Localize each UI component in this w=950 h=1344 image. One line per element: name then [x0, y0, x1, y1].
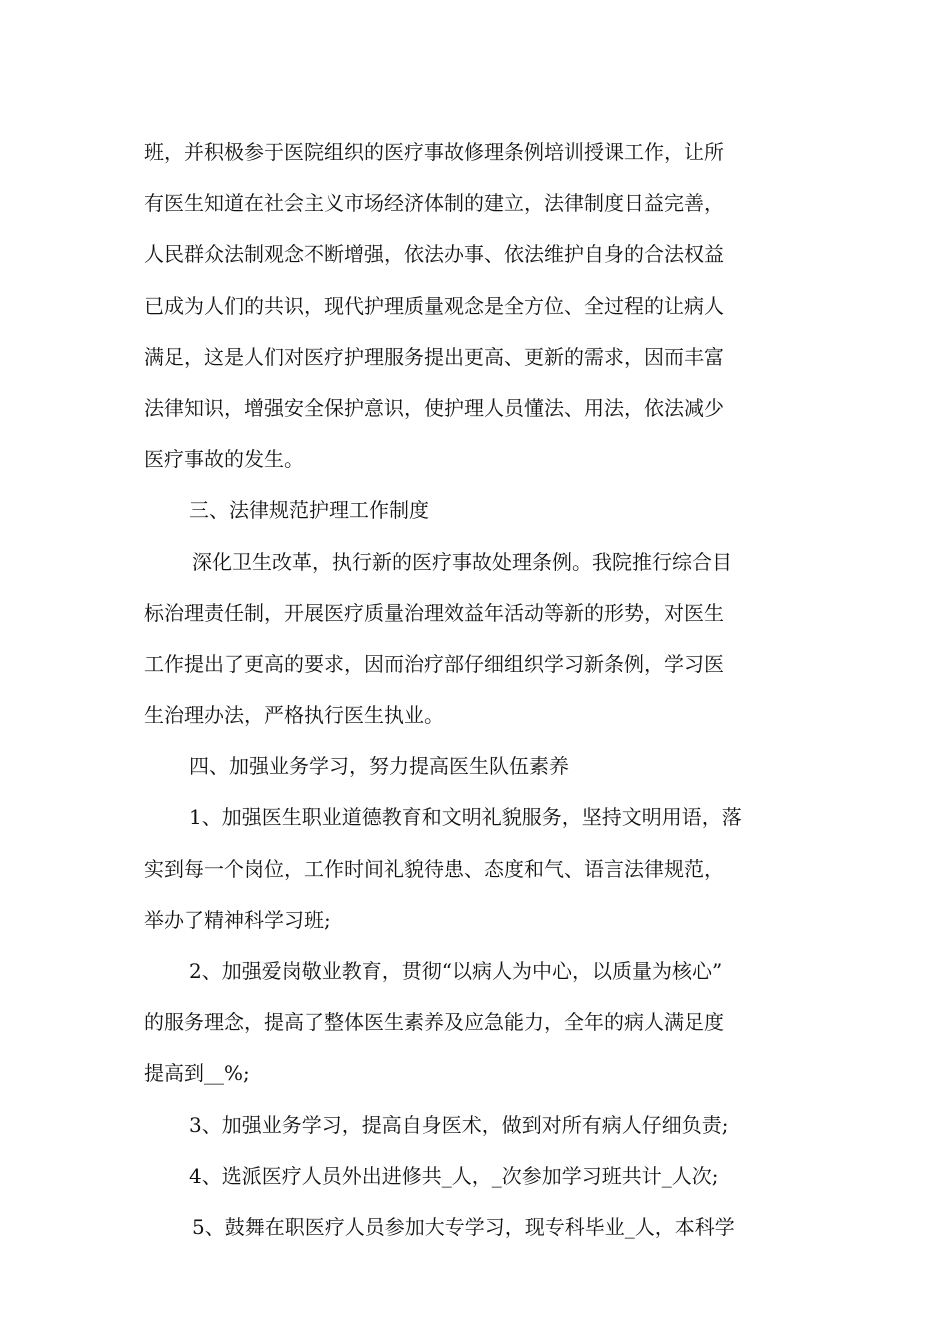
- list-item: 4、选派医疗人员外出进修共_人，_次参加学习班共计_人次;: [189, 1163, 719, 1188]
- paragraph-line: 人民群众法制观念不断增强，依法办事、依法维护自身的合法权益: [144, 242, 724, 267]
- paragraph-line: 已成为人们的共识，现代护理质量观念是全方位、全过程的让病人: [144, 293, 724, 318]
- paragraph-line: 医疗事故的发生。: [144, 447, 304, 472]
- paragraph-line: 班，并积极参于医院组织的医疗事故修理条例培训授课工作，让所: [144, 140, 724, 164]
- document-body: [144, 127, 816, 1253]
- list-item: 1、加强医生职业道德教育和文明礼貌服务，坚持文明用语，落: [189, 805, 742, 830]
- paragraph-line: 满足，这是人们对医疗护理服务提出更高、更新的需求，因而丰富: [144, 344, 724, 369]
- list-item: 5、鼓舞在职医疗人员参加大专学习，现专科毕业_人，本科学: [192, 1214, 735, 1239]
- paragraph-line: 深化卫生改革，执行新的医疗事故处理条例。我院推行综合目: [192, 549, 732, 574]
- list-item: 2、加强爱岗敬业教育，贯彻“以病人为中心，以质量为核心”: [189, 959, 723, 983]
- paragraph-line: 提高到__%;: [144, 1061, 250, 1086]
- section-heading: 四、加强业务学习，努力提高医生队伍素养: [189, 754, 569, 779]
- section-heading: 三、法律规范护理工作制度: [189, 498, 429, 523]
- paragraph-line: 的服务理念，提高了整体医生素养及应急能力，全年的病人满足度: [144, 1010, 724, 1035]
- paragraph-line: 标治理责任制，开展医疗质量治理效益年活动等新的形势，对医生: [144, 600, 724, 625]
- list-item: 3、加强业务学习，提高自身医术，做到对所有病人仔细负责;: [189, 1112, 729, 1137]
- paragraph-line: 法律知识，增强安全保护意识，使护理人员懂法、用法，依法减少: [144, 395, 724, 420]
- paragraph-line: 实到每一个岗位，工作时间礼貌待患、态度和气、语言法律规范，: [144, 856, 724, 881]
- paragraph-line: 工作提出了更高的要求，因而治疗部仔细组织学习新条例，学习医: [144, 651, 724, 676]
- paragraph-line: 有医生知道在社会主义市场经济体制的建立，法律制度日益完善，: [144, 191, 724, 216]
- paragraph-line: 生治理办法，严格执行医生执业。: [144, 703, 444, 728]
- paragraph-line: 举办了精神科学习班;: [144, 907, 331, 932]
